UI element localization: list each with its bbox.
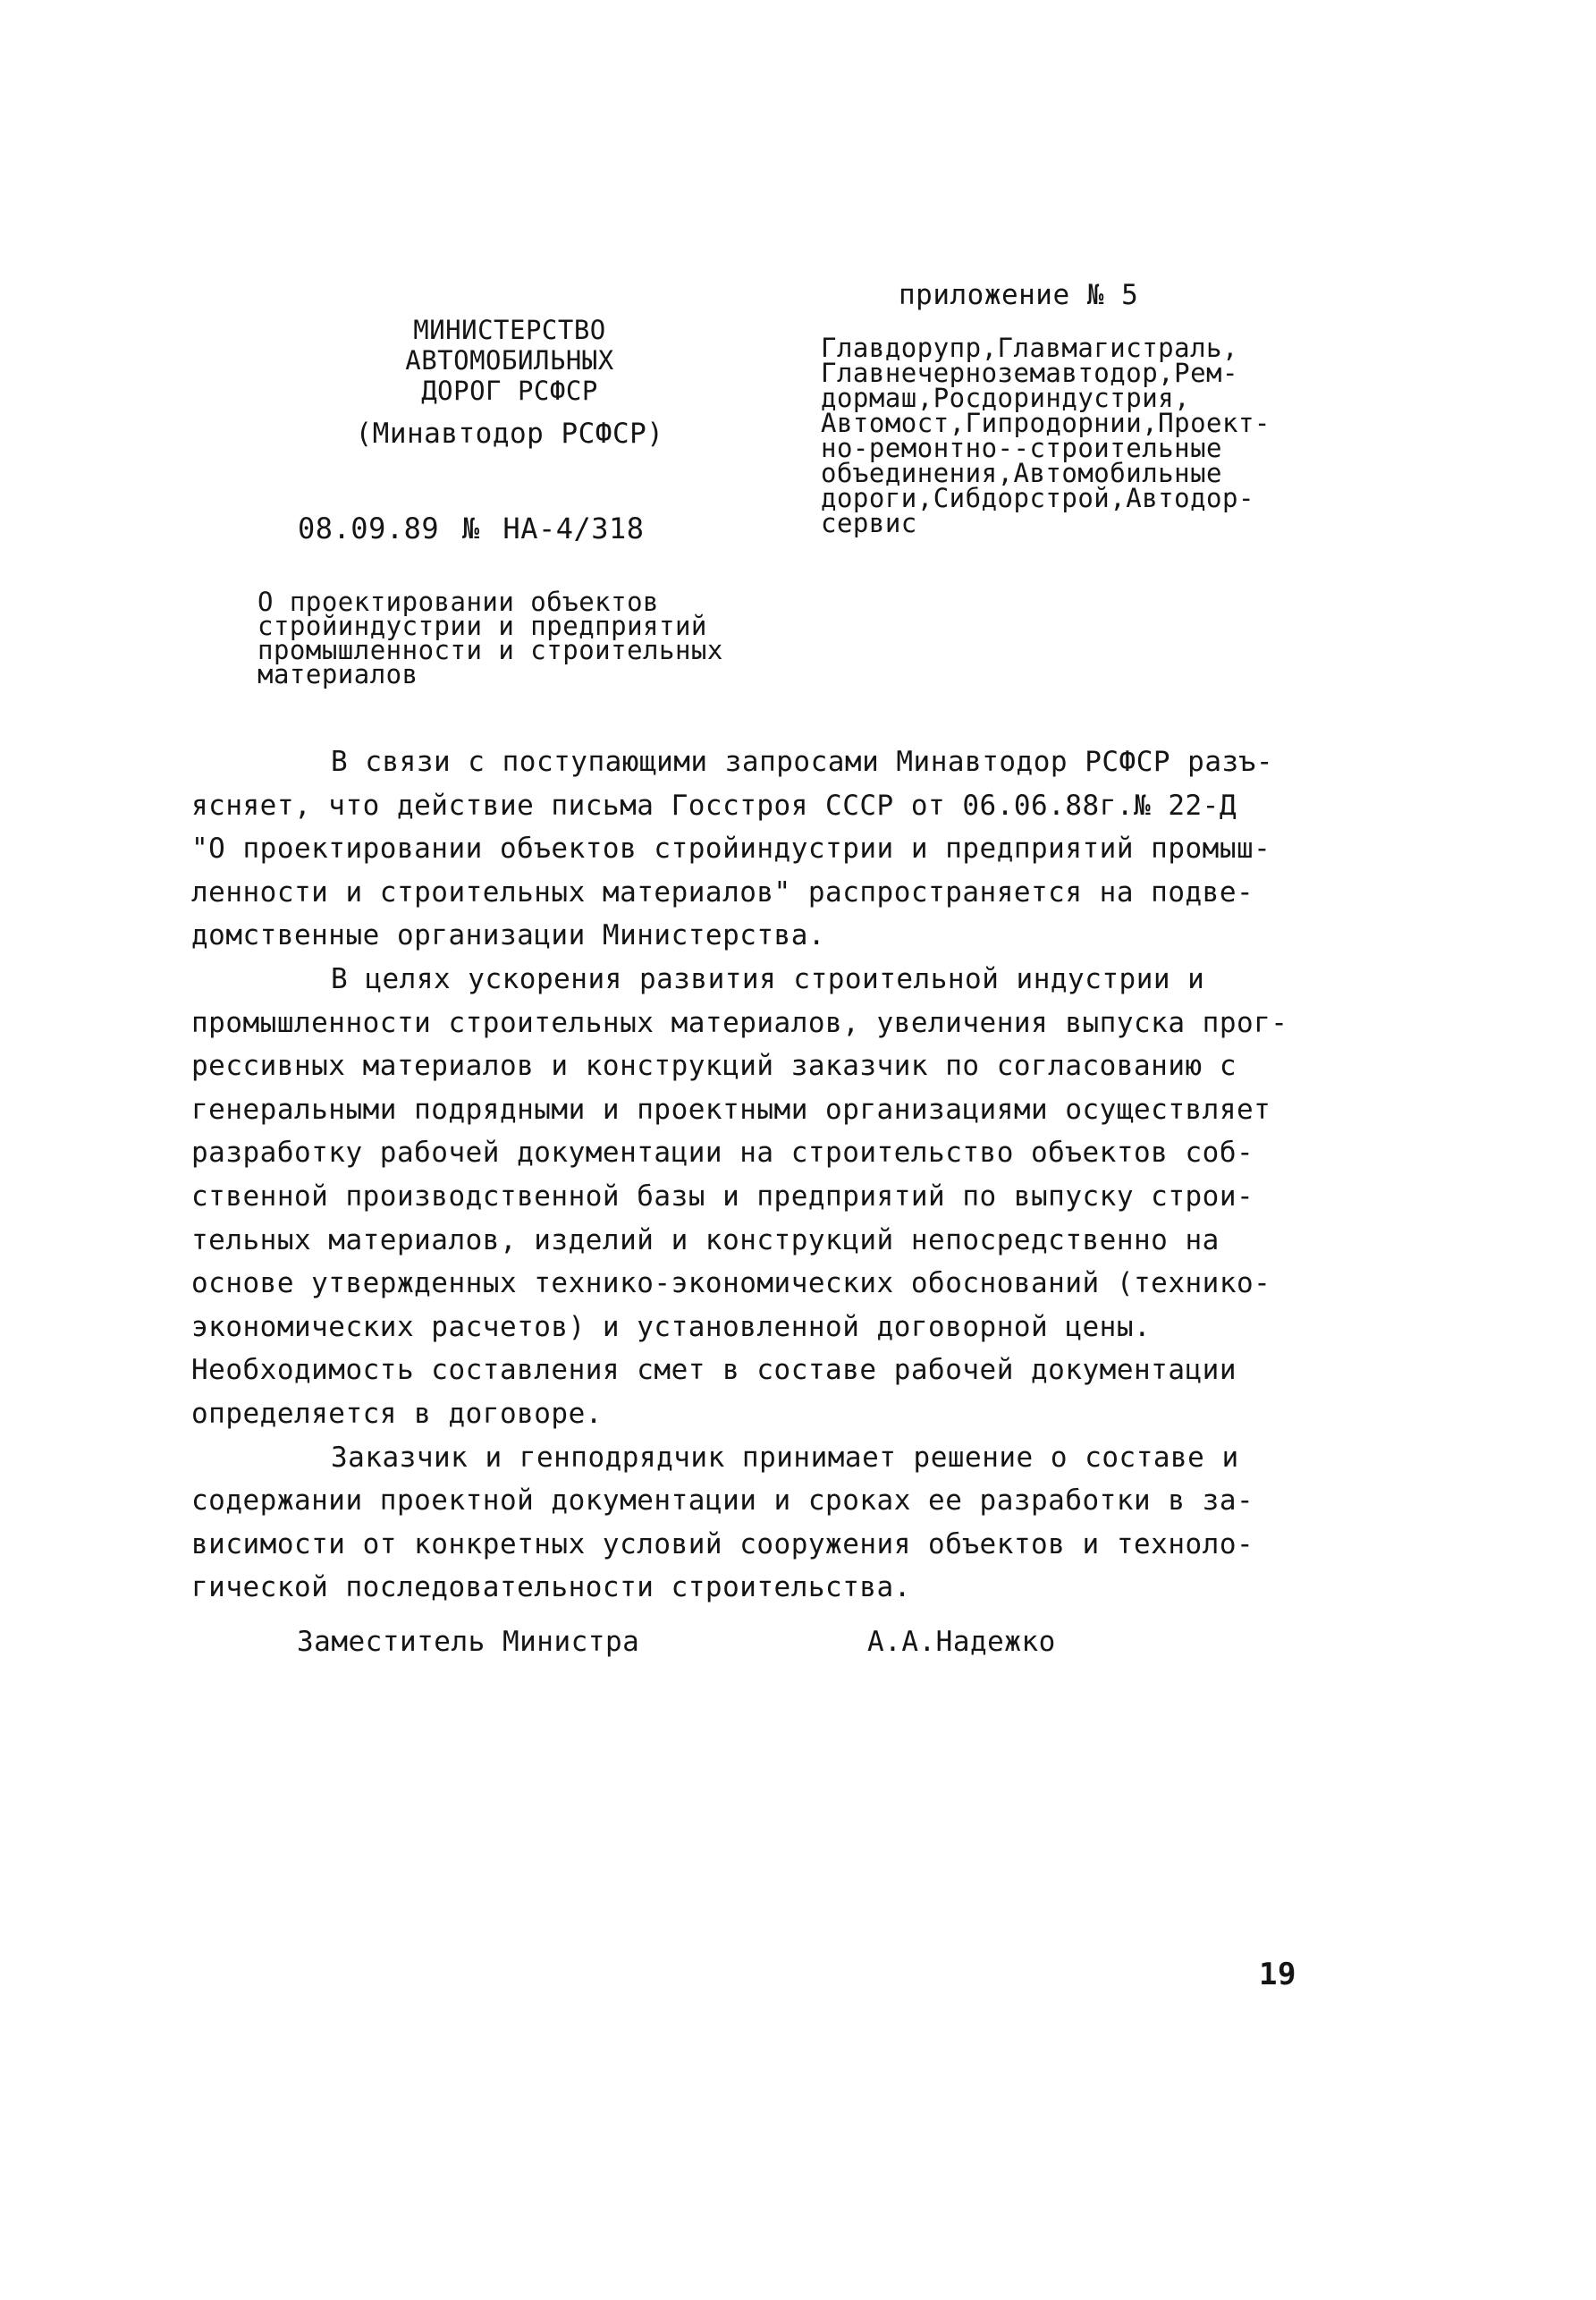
- body-line: генеральными подрядными и проектными организациями осуществляет: [191, 1093, 1271, 1126]
- addressee-line: Главнечерноземавтодор,Рем-: [821, 358, 1238, 388]
- subject: [258, 587, 830, 689]
- addressee-line: сервис: [821, 508, 917, 538]
- body-line: содержании проектной документации и сроках ее разработки в за-: [191, 1484, 1254, 1518]
- paragraph: [191, 1436, 1309, 1610]
- body-line: определяется в договоре.: [191, 1397, 603, 1430]
- addressee-line: объединения,Автомобильные: [821, 458, 1222, 488]
- subject-line: материалов: [258, 659, 418, 689]
- body-line: Заказчик и генподрядчик принимает решение о составе и: [331, 1441, 1239, 1474]
- addressees: [821, 335, 1330, 536]
- paragraph: [191, 740, 1309, 958]
- body-line: экономических расчетов) и установленной договорной цены.: [191, 1310, 1152, 1343]
- letter-body: [191, 740, 1309, 1610]
- addressee-line: Главдорупр,Главмагистраль,: [821, 333, 1238, 363]
- body-line: промышленности строительных материалов, увеличения выпуска прог-: [191, 1006, 1288, 1039]
- body-line: В связи с поступающими запросами Минавтодор РСФСР разъ-: [331, 746, 1273, 778]
- document-reference: 08.09.89 № НА-4/318: [298, 512, 645, 545]
- body-line: гической последовательности строительства.: [191, 1571, 911, 1604]
- ministry-header: [331, 315, 688, 449]
- body-line: разработку рабочей документации на строительство объектов соб-: [191, 1137, 1254, 1170]
- appendix-label: приложение № 5: [899, 279, 1139, 311]
- body-line: ственной производственной базы и предприятий по выпуску строи-: [191, 1180, 1254, 1213]
- body-line: домственные организации Министерства.: [191, 919, 826, 952]
- signatory-name: А.А.Надежко: [867, 1626, 1056, 1658]
- body-line: основе утвержденных технико-экономических обоснований (технико-: [191, 1267, 1271, 1300]
- body-line: тельных материалов, изделий и конструкций непосредственно на: [191, 1223, 1220, 1256]
- subject-line: промышленности и строительных: [258, 635, 723, 665]
- ministry-line: МИНИСТЕРСТВО: [413, 315, 606, 345]
- body-line: Необходимость составления смет в составе рабочей документации: [191, 1354, 1237, 1387]
- body-line: ясняет, что действие письма Госстроя СССР от 06.06.88г.№ 22-Д: [191, 789, 1237, 822]
- subject-line: О проектировании объектов: [258, 587, 659, 617]
- body-line: ленности и строительных материалов" распространяется на подве-: [191, 875, 1254, 909]
- ministry-abbreviation: (Минавтодор РСФСР): [355, 418, 664, 450]
- body-line: "О проектировании объектов стройиндустрии и предприятий промыш-: [191, 833, 1271, 866]
- addressee-line: Автомост,Гипродорнии,Проект-: [821, 408, 1271, 438]
- body-line: В целях ускорения развития строительной индустрии и: [331, 962, 1205, 995]
- ministry-line: АВТОМОБИЛЬНЫХ: [405, 345, 614, 376]
- addressee-line: но-ремонтно--строительные: [821, 433, 1222, 463]
- page-number: 19: [1259, 1957, 1296, 1992]
- addressee-line: дороги,Сибдорстрой,Автодор-: [821, 483, 1254, 513]
- addressee-line: дормаш,Росдориндустрия,: [821, 383, 1191, 413]
- ministry-line: ДОРОГ РСФСР: [421, 376, 598, 406]
- body-line: рессивных материалов и конструкций заказчик по согласованию с: [191, 1050, 1237, 1083]
- body-line: висимости от конкретных условий сооружения объектов и техноло-: [191, 1527, 1254, 1560]
- paragraph: [191, 958, 1309, 1436]
- signatory-position: Заместитель Министра: [297, 1626, 640, 1658]
- subject-line: стройиндустрии и предприятий: [258, 611, 707, 641]
